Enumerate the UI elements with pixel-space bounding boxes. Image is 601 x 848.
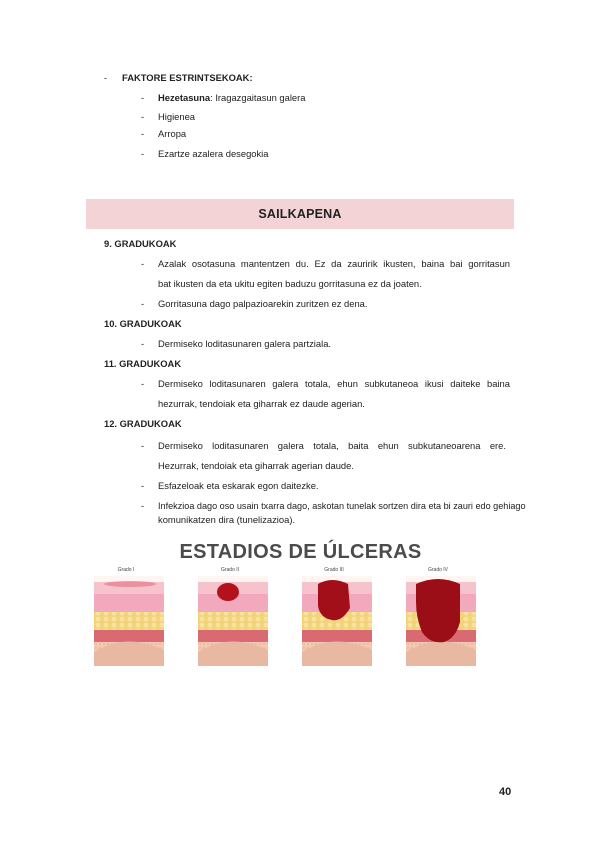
bullet-line: Esfazeloak eta eskarak egon daitezke.: [158, 480, 319, 491]
ulcer-panel-grado-1: [94, 567, 164, 666]
bullet-dash: -: [141, 440, 145, 451]
ulcer-panel-grado-2: [198, 567, 268, 666]
bullet-line: komunikatzen dira (tunelizazioa).: [158, 514, 296, 525]
bullet-dash: -: [141, 480, 145, 491]
panel-label: Grado III: [324, 567, 344, 573]
figure-title: ESTADIOS DE ÚLCERAS: [179, 541, 422, 563]
bullet-dash: -: [141, 298, 145, 309]
bullet-line: Gorritasuna dago palpazioarekin zuritzen ez dena.: [158, 298, 368, 309]
bullet-line: bat ikusten da eta ukitu egiten baduzu gorritasuna ez da joaten.: [158, 278, 422, 289]
list-item: Ezartze azalera desegokia: [158, 148, 269, 159]
page-number: 40: [499, 786, 512, 798]
list-item: Hezetasuna: Iragazgaitasun galera: [158, 92, 306, 103]
grade-heading: 10. GRADUKOAK: [104, 318, 182, 329]
bullet-line: Hezurrak, tendoiak eta giharrak agerian daude.: [158, 460, 354, 471]
panel-label: Grado I: [117, 567, 135, 573]
grade-heading: 9. GRADUKOAK: [104, 238, 177, 249]
bullet-dash: -: [141, 378, 145, 389]
panel-label: Grado IV: [427, 567, 449, 573]
bullet-dash: -: [141, 500, 145, 511]
bullet-dash: -: [104, 72, 108, 83]
external-factors-heading: FAKTORE ESTRINTSEKOAK:: [122, 72, 253, 83]
grade-heading: 11. GRADUKOAK: [104, 358, 182, 369]
section-title: SAILKAPENA: [258, 207, 342, 221]
bullet-dash: -: [141, 92, 145, 103]
section-band: [86, 199, 514, 229]
bullet-dash: -: [141, 258, 145, 269]
bullet-dash: -: [141, 148, 145, 159]
bullet-line: Infekzioa dago oso usain txarra dago, askotan tunelak sortzen dira eta bi zauri edo gehiago: [158, 501, 526, 511]
list-item: Higienea: [158, 111, 196, 122]
bullet-line: Dermiseko loditasunaren galera partziala.: [158, 338, 332, 349]
bullet-line: Dermiseko loditasunaren galera totala, ehun subkutaneoa ikusi daiteke baina: [158, 378, 510, 389]
bullet-line: hezurrak, tendoiak eta giharrak ez daude agerian.: [158, 398, 365, 409]
bullet-dash: -: [141, 128, 145, 139]
bullet-line: Dermiseko loditasunaren galera totala, baita ehun subkutaneoarena ere.: [158, 440, 506, 451]
bullet-dash: -: [141, 111, 145, 122]
list-item: Arropa: [158, 128, 187, 139]
bullet-line: Azalak osotasuna mantentzen du. Ez da zauririk ikusten, baina bai gorritasun: [158, 258, 510, 269]
ulcer-panel-grado-4: [406, 567, 476, 666]
grade-heading: 12. GRADUKOAK: [104, 418, 182, 429]
ulcer-panel-grado-3: [302, 567, 372, 666]
ulcer-stages-figure: [86, 562, 506, 670]
bullet-dash: -: [141, 338, 145, 349]
panel-label: Grado II: [220, 567, 240, 573]
